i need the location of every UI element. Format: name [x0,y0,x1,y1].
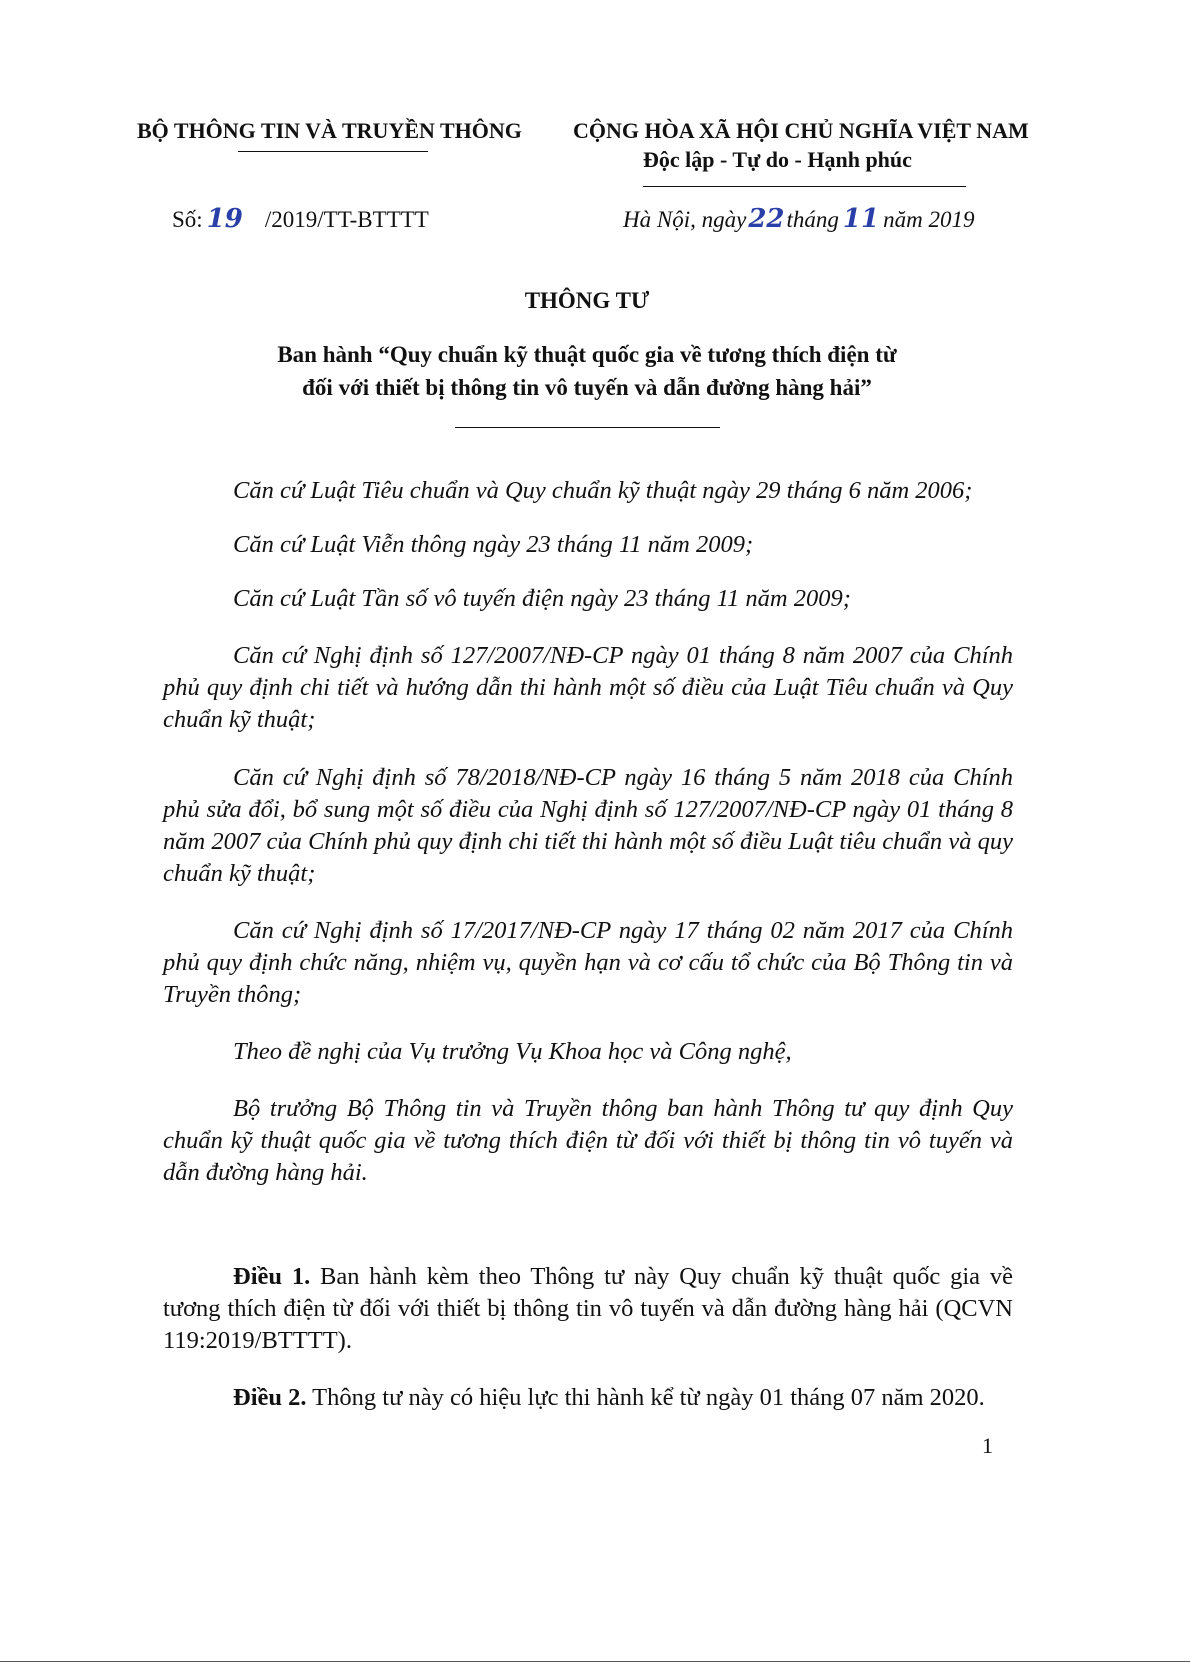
year-text: năm 2019 [883,207,975,232]
place-date [623,204,974,234]
preamble-item: Căn cứ Luật Viễn thông ngày 23 tháng 11 năm 2009; [233,531,754,558]
page-number: 1 [982,1433,993,1458]
day-handwritten: 22 [748,204,785,234]
number-handwritten: 19 [206,204,243,234]
subtitle-underline [455,427,720,428]
number-prefix: Số: [172,207,203,232]
subtitle-line-1: Ban hành “Quy chuẩn kỹ thuật quốc gia về tương thích điện từ [277,342,897,367]
article-2-label: Điều 2. [233,1384,307,1411]
month-handwritten: 11 [842,204,880,234]
document-number [172,204,429,234]
number-suffix: /2019/TT-BTTTT [264,207,429,232]
preamble-item: Căn cứ Nghị định số 17/2017/NĐ-CP ngày 17 tháng 02 năm 2017 của Chính phủ quy định chức năng, nhiệm vụ, quyền hạn và cơ cấu tổ chức của Bộ Thông tin và Truyền thông; [163,917,1013,1008]
scan-edge-line [0,1661,1190,1662]
preamble-item: Theo đề nghị của Vụ trưởng Vụ Khoa học và Công nghệ, [233,1038,792,1065]
ministry-name: BỘ THÔNG TIN VÀ TRUYỀN THÔNG [137,118,522,143]
preamble-item: Căn cứ Luật Tần số vô tuyến điện ngày 23 tháng 11 năm 2009; [233,585,851,612]
motto: Độc lập - Tự do - Hạnh phúc [643,147,912,172]
article-2-text: Thông tư này có hiệu lực thi hành kể từ ngày 01 tháng 07 năm 2020. [306,1384,985,1411]
document-type: THÔNG TƯ [524,288,650,313]
preamble-item: Bộ trưởng Bộ Thông tin và Truyền thông ban hành Thông tư quy định Quy chuẩn kỹ thuật quốc gia về tương thích điện từ đối với thiết bị thông tin vô tuyến và dẫn đường hàng hải. [163,1095,1013,1186]
ministry-underline [238,151,428,152]
place-date-prefix: Hà Nội, ngày [623,207,747,232]
month-label: tháng [786,207,839,232]
preamble-item: Căn cứ Nghị định số 78/2018/NĐ-CP ngày 16 tháng 5 năm 2018 của Chính phủ sửa đổi, bổ sung một số điều của Nghị định số 127/2007/NĐ-CP ngày 01 tháng 8 năm 2007 của Chính phủ quy định chi tiết thi hành một số điều Luật tiêu chuẩn và quy chuẩn kỹ thuật; [163,764,1013,887]
subtitle-line-2: đối với thiết bị thông tin vô tuyến và dẫn đường hàng hải” [302,375,872,400]
republic-name: CỘNG HÒA XÃ HỘI CHỦ NGHĨA VIỆT NAM [573,118,1029,143]
preamble-item: Căn cứ Nghị định số 127/2007/NĐ-CP ngày 01 tháng 8 năm 2007 của Chính phủ quy định chi tiết và hướng dẫn thi hành một số điều của Luật Tiêu chuẩn và Quy chuẩn kỹ thuật; [163,642,1013,733]
motto-underline [643,186,966,187]
article-1-text: Ban hành kèm theo Thông tư này Quy chuẩn kỹ thuật quốc gia về tương thích điện từ đối với thiết bị thông tin vô tuyến và dẫn đường hàng hải (QCVN 119:2019/BTTTT). [163,1263,1014,1354]
preamble-item: Căn cứ Luật Tiêu chuẩn và Quy chuẩn kỹ thuật ngày 29 tháng 6 năm 2006; [233,477,973,504]
article-1-label: Điều 1. [233,1263,311,1290]
article-2 [163,1382,1013,1414]
article-1 [163,1261,1013,1357]
